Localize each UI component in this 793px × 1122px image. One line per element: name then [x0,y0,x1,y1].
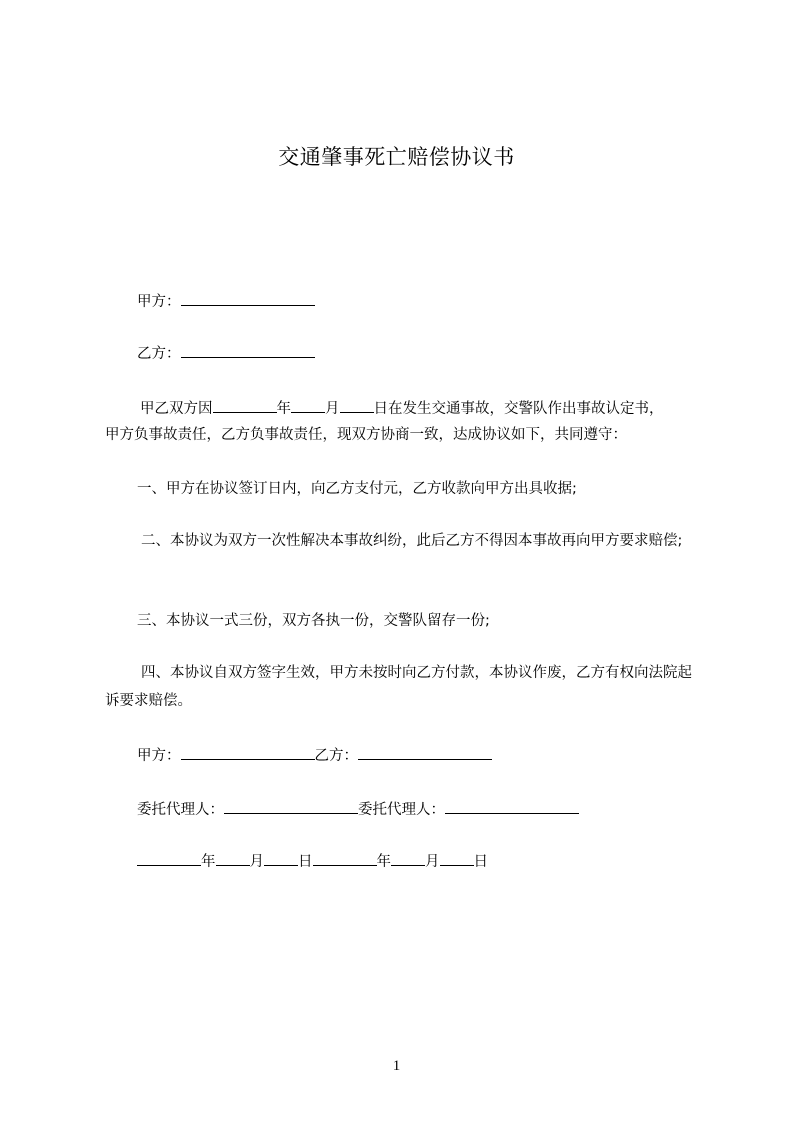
clause-2: 二、本协议为双方一次性解决本事故纠纷，此后乙方不得因本事故再向甲方要求赔偿; [141,533,683,549]
document-title: 交通肇事死亡赔偿协议书 [278,145,515,169]
intro-day-blank [340,398,374,413]
intro-month: 月 [325,401,340,417]
clause-1: 一、甲方在协议签订日内，向乙方支付元，乙方收款向甲方出具收据; [137,481,577,497]
date-b-month: 月 [425,854,440,870]
party-b-label: 乙方： [137,346,181,362]
clause-3: 三、本协议一式三份，双方各执一份，交警队留存一份; [137,613,490,629]
date-a-day-blank [264,851,298,866]
intro-line-2: 甲方负事故责任，乙方负事故责任，现双方协商一致，达成协议如下，共同遵守： [105,427,627,443]
signature-party-a-blank [181,745,315,760]
page-number: 1 [392,1058,401,1074]
agent-label-2: 委托代理人： [358,802,445,818]
date-a-month-blank [216,851,250,866]
date-b-month-blank [391,851,425,866]
agent-label-1: 委托代理人： [137,802,224,818]
date-b-year-blank [313,851,377,866]
party-b-line [137,343,315,364]
intro-line-1 [140,398,664,419]
date-a-month: 月 [249,854,264,870]
date-a-year-blank [137,851,201,866]
intro-year-blank [213,398,277,413]
signature-party-b-label: 乙方： [314,748,358,764]
intro-month-blank [291,398,325,413]
signature-party-b-blank [358,745,492,760]
intro-day-text: 日在发生交通事故，交警队作出事故认定书， [373,401,664,417]
date-a-year: 年 [201,854,216,870]
agent-2-blank [445,799,579,814]
intro-year: 年 [276,401,291,417]
party-a-blank [181,291,315,306]
agent-1-blank [224,799,358,814]
date-b-year: 年 [376,854,391,870]
date-a-day: 日 [298,854,313,870]
party-a-line [137,291,315,312]
signature-party-a-label: 甲方： [137,748,181,764]
party-b-blank [181,343,315,358]
intro-part1: 甲乙双方因 [140,401,213,417]
signature-dates-line [137,851,488,872]
signature-parties-line [137,745,492,766]
date-b-day-blank [440,851,474,866]
clause-4: 四、本协议自双方签字生效，甲方未按时向乙方付款，本协议作废，乙方有权向法院起诉要求赔偿。 [105,665,692,709]
signature-agents-line [137,799,579,820]
date-b-day: 日 [473,854,488,870]
party-a-label: 甲方： [137,294,181,310]
